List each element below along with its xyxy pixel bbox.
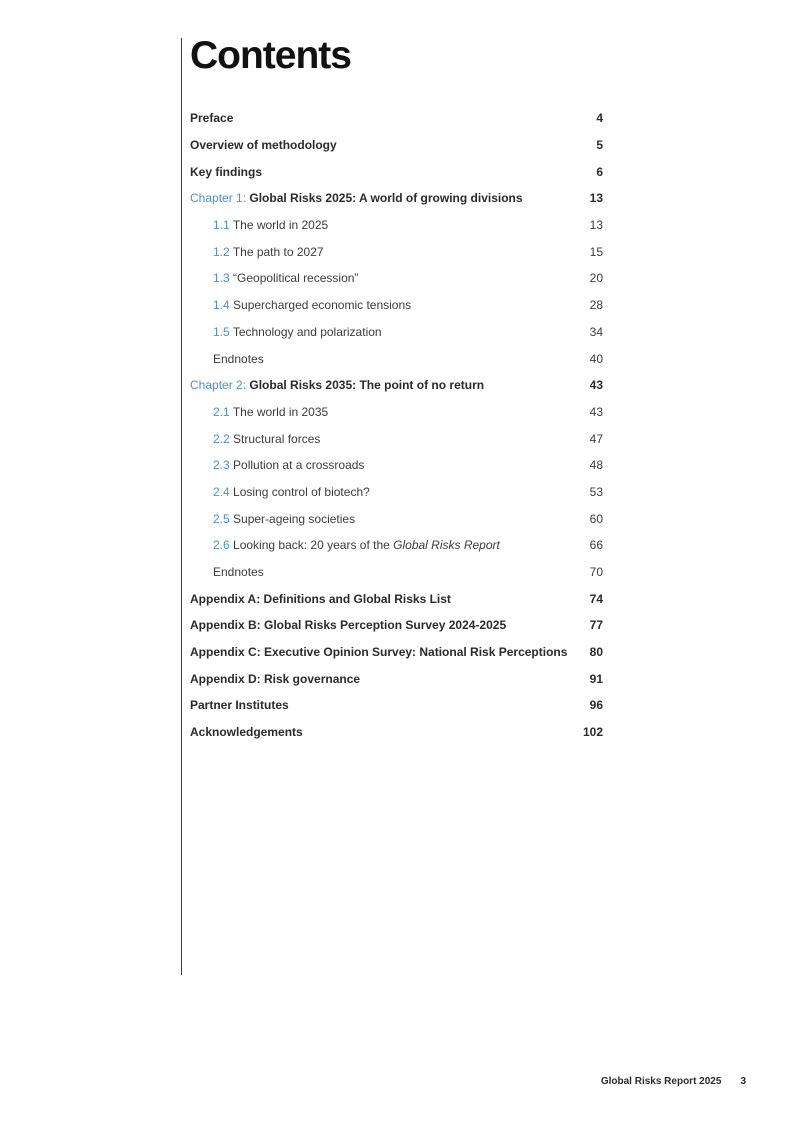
toc-entry[interactable]	[190, 559, 603, 586]
toc-entry-page: 60	[589, 511, 603, 526]
toc-entry-label	[213, 512, 355, 526]
toc-entry-label	[190, 111, 233, 125]
toc-entry-label	[213, 325, 382, 339]
toc-entry[interactable]	[190, 692, 603, 719]
toc-entry-title: Structural forces	[233, 431, 321, 446]
toc-entry-title: Super-ageing societies	[233, 511, 356, 526]
toc-entry-title: Endnotes	[213, 351, 264, 366]
toc-entry-page: 80	[589, 645, 603, 660]
toc-entry[interactable]	[190, 719, 603, 746]
toc-entry-title: The path to 2027	[232, 244, 324, 259]
toc-entry-page: 53	[589, 484, 603, 499]
toc-entry-page: 6	[596, 164, 603, 179]
toc-entry-label	[213, 458, 364, 472]
table-of-contents	[190, 105, 603, 746]
toc-entry-number: 2.2	[213, 431, 230, 446]
toc-entry[interactable]	[190, 479, 603, 506]
footer-page-number: 3	[740, 1076, 746, 1087]
toc-entry-title: Global Risks 2035: The point of no return	[249, 378, 485, 393]
toc-entry-page: 4	[596, 111, 603, 126]
toc-entry-number: Chapter 1:	[190, 191, 247, 206]
toc-entry-number: Chapter 2:	[190, 378, 247, 393]
vertical-rule	[181, 38, 182, 975]
toc-entry-page: 70	[589, 565, 603, 580]
toc-entry[interactable]	[190, 292, 603, 319]
toc-entry[interactable]	[190, 612, 603, 639]
toc-entry-number: 1.2	[213, 244, 230, 259]
toc-entry-number: 2.3	[213, 458, 230, 473]
toc-entry-label	[190, 138, 337, 152]
toc-entry[interactable]	[190, 532, 603, 559]
toc-entry[interactable]	[190, 105, 603, 132]
toc-entry-label	[213, 352, 264, 366]
toc-entry[interactable]	[190, 319, 603, 346]
toc-entry[interactable]	[190, 585, 603, 612]
toc-entry[interactable]	[190, 132, 603, 159]
toc-entry-title: Appendix A: Definitions and Global Risks List	[190, 591, 451, 606]
toc-entry-label	[190, 672, 360, 686]
toc-entry-label	[190, 378, 484, 392]
toc-entry[interactable]	[190, 399, 603, 426]
toc-entry-label	[213, 405, 328, 419]
toc-entry-label	[190, 191, 523, 205]
toc-entry-page: 91	[589, 671, 603, 686]
toc-entry[interactable]	[190, 452, 603, 479]
toc-entry-title: Global Risks 2025: A world of growing divisions	[249, 191, 523, 206]
toc-entry-label	[213, 298, 411, 312]
toc-entry-label	[213, 271, 358, 285]
toc-entry-number: 1.5	[213, 324, 230, 339]
toc-entry[interactable]	[190, 372, 603, 399]
toc-entry-page: 13	[589, 218, 603, 233]
toc-entry-page: 34	[589, 324, 603, 339]
toc-entry[interactable]	[190, 238, 603, 265]
toc-entry-page: 20	[589, 271, 603, 286]
toc-entry[interactable]	[190, 212, 603, 239]
toc-entry-title: Overview of methodology	[190, 138, 337, 153]
toc-entry-number: 2.5	[213, 511, 230, 526]
toc-entry-title: Appendix C: Executive Opinion Survey: National Risk Perceptions	[190, 645, 568, 660]
toc-entry-title: The world in 2035	[232, 404, 329, 419]
toc-entry-title: The world in 2025	[232, 218, 329, 233]
toc-entry[interactable]	[190, 665, 603, 692]
toc-entry-number: 2.1	[213, 404, 230, 419]
toc-entry-page: 102	[582, 725, 603, 740]
toc-entry-number: 2.4	[213, 484, 230, 499]
toc-entry-page: 15	[589, 244, 603, 259]
toc-entry[interactable]	[190, 345, 603, 372]
toc-entry-title: Losing control of biotech?	[233, 484, 370, 499]
footer-report-name: Global Risks Report 2025	[600, 1076, 722, 1087]
toc-entry-title: Appendix D: Risk governance	[190, 671, 361, 686]
toc-entry-number: 2.6	[213, 538, 230, 553]
toc-entry-label	[213, 538, 500, 552]
toc-entry[interactable]	[190, 505, 603, 532]
toc-entry-label	[190, 165, 262, 179]
toc-entry[interactable]	[190, 639, 603, 666]
toc-entry-label	[213, 432, 320, 446]
toc-entry-label	[213, 218, 328, 232]
toc-entry-label	[213, 485, 370, 499]
toc-entry-page: 43	[589, 378, 603, 393]
toc-entry-label	[190, 645, 567, 659]
toc-entry-page: 40	[589, 351, 603, 366]
toc-entry-label	[213, 245, 324, 259]
toc-entry-number: 1.4	[213, 298, 230, 313]
page-footer	[601, 1076, 746, 1087]
toc-entry-title: Looking back: 20 years of the	[233, 538, 394, 553]
toc-entry-page: 43	[589, 404, 603, 419]
toc-entry-label	[213, 565, 264, 579]
toc-entry-page: 66	[589, 538, 603, 553]
toc-entry[interactable]	[190, 425, 603, 452]
toc-entry[interactable]	[190, 158, 603, 185]
toc-entry-label	[190, 698, 289, 712]
toc-entry-title: Key findings	[190, 164, 263, 179]
toc-entry-label	[190, 725, 303, 739]
toc-entry-page: 74	[589, 591, 603, 606]
toc-entry-title: Preface	[190, 111, 234, 126]
toc-entry-title: Acknowledgements	[190, 725, 303, 740]
toc-entry-page: 77	[589, 618, 603, 633]
toc-entry-title: Supercharged economic tensions	[233, 298, 412, 313]
toc-entry-page: 47	[589, 431, 603, 446]
toc-entry-label	[190, 592, 451, 606]
toc-entry[interactable]	[190, 265, 603, 292]
toc-entry-number: 1.3	[213, 271, 230, 286]
toc-entry-title: “Geopolitical recession”	[233, 271, 359, 286]
toc-entry[interactable]	[190, 185, 603, 212]
page-title: Contents	[190, 34, 351, 77]
toc-entry-page: 13	[589, 191, 603, 206]
toc-entry-number: 1.1	[213, 218, 230, 233]
toc-entry-page: 96	[589, 698, 603, 713]
toc-entry-title: Technology and polarization	[232, 324, 382, 339]
toc-entry-title: Pollution at a crossroads	[233, 458, 365, 473]
toc-entry-page: 48	[589, 458, 603, 473]
toc-entry-title: Appendix B: Global Risks Perception Survey 2024-2025	[190, 618, 507, 633]
toc-entry-page: 28	[589, 298, 603, 313]
toc-entry-page: 5	[596, 138, 603, 153]
toc-entry-title-italic: Global Risks Report	[393, 538, 500, 553]
toc-entry-title: Endnotes	[213, 565, 264, 580]
toc-entry-label	[190, 618, 506, 632]
toc-entry-title: Partner Institutes	[190, 698, 289, 713]
